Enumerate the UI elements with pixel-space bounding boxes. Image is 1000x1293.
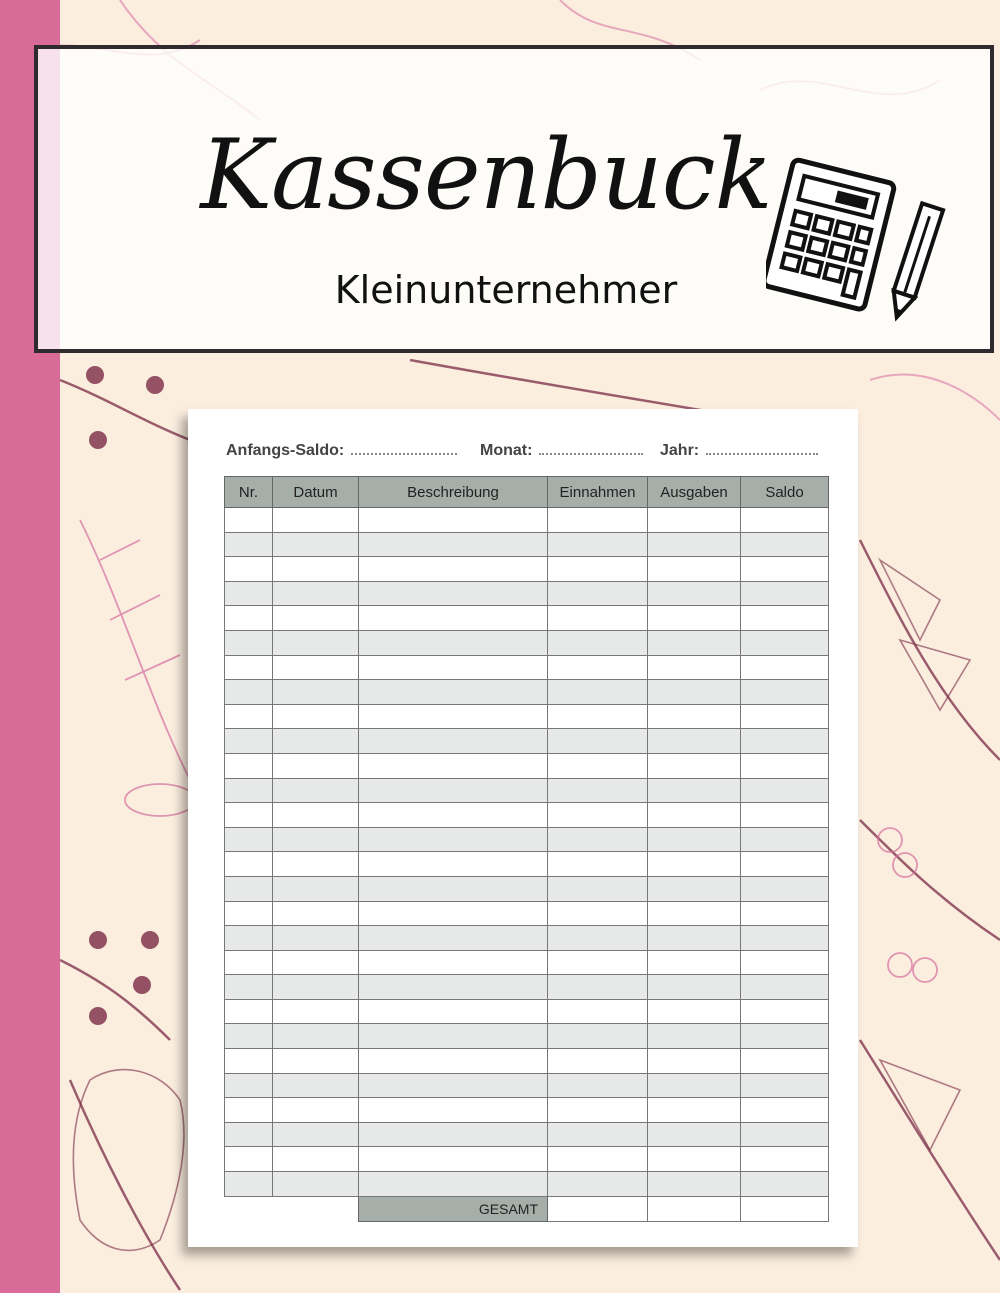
cell-einnahmen[interactable] (548, 630, 648, 655)
total-label: GESAMT (359, 1196, 548, 1221)
cell-beschreibung[interactable] (359, 704, 548, 729)
cell-ausgaben[interactable] (648, 1122, 741, 1147)
cell-saldo[interactable] (741, 606, 829, 631)
cell-beschreibung[interactable] (359, 557, 548, 582)
column-header-saldo: Saldo (741, 477, 829, 508)
cell-einnahmen[interactable] (548, 532, 648, 557)
cell-beschreibung[interactable] (359, 753, 548, 778)
cell-nr[interactable] (225, 827, 273, 852)
cell-beschreibung[interactable] (359, 630, 548, 655)
cell-saldo[interactable] (741, 926, 829, 951)
cell-einnahmen[interactable] (548, 655, 648, 680)
spacer-cell (225, 1196, 273, 1221)
total-saldo-cell[interactable] (741, 1196, 829, 1221)
cell-einnahmen[interactable] (548, 680, 648, 705)
table-row (225, 975, 829, 1000)
cover-subtitle: Kleinunternehmer (334, 268, 678, 312)
cell-datum[interactable] (273, 950, 359, 975)
cell-nr[interactable] (225, 630, 273, 655)
cell-einnahmen[interactable] (548, 729, 648, 754)
cell-beschreibung[interactable] (359, 876, 548, 901)
cell-nr[interactable] (225, 778, 273, 803)
ledger-sheet (188, 409, 858, 1247)
table-row (225, 655, 829, 680)
cell-ausgaben[interactable] (648, 778, 741, 803)
table-row (225, 1024, 829, 1049)
cell-einnahmen[interactable] (548, 901, 648, 926)
cell-einnahmen[interactable] (548, 1147, 648, 1172)
cell-datum[interactable] (273, 581, 359, 606)
cell-einnahmen[interactable] (548, 557, 648, 582)
cell-einnahmen[interactable] (548, 876, 648, 901)
cell-saldo[interactable] (741, 999, 829, 1024)
table-row (225, 704, 829, 729)
field-separator: : (527, 442, 533, 459)
cell-ausgaben[interactable] (648, 1024, 741, 1049)
table-row (225, 778, 829, 803)
cell-saldo[interactable] (741, 1147, 829, 1172)
table-row (225, 999, 829, 1024)
table-row (225, 606, 829, 631)
cell-saldo[interactable] (741, 827, 829, 852)
cell-saldo[interactable] (741, 729, 829, 754)
cell-beschreibung[interactable] (359, 778, 548, 803)
cell-datum[interactable] (273, 655, 359, 680)
cell-datum[interactable] (273, 926, 359, 951)
table-row (225, 852, 829, 877)
cell-datum[interactable] (273, 1049, 359, 1074)
field-separator: : (693, 442, 700, 459)
cell-ausgaben[interactable] (648, 630, 741, 655)
cell-ausgaben[interactable] (648, 950, 741, 975)
spacer-cell (273, 1196, 359, 1221)
total-einnahmen-cell[interactable] (548, 1196, 648, 1221)
cell-beschreibung[interactable] (359, 508, 548, 533)
cell-datum[interactable] (273, 827, 359, 852)
cell-einnahmen[interactable] (548, 581, 648, 606)
cell-ausgaben[interactable] (648, 1147, 741, 1172)
cell-saldo[interactable] (741, 508, 829, 533)
cell-ausgaben[interactable] (648, 581, 741, 606)
cell-nr[interactable] (225, 1098, 273, 1123)
cell-datum[interactable] (273, 876, 359, 901)
field-jahr[interactable] (660, 441, 818, 460)
column-header-ausgaben: Ausgaben (648, 477, 741, 508)
cell-ausgaben[interactable] (648, 704, 741, 729)
table-row (225, 508, 829, 533)
cell-nr[interactable] (225, 803, 273, 828)
table-row (225, 753, 829, 778)
cell-ausgaben[interactable] (648, 606, 741, 631)
input-line[interactable] (351, 441, 457, 455)
cell-saldo[interactable] (741, 803, 829, 828)
cell-einnahmen[interactable] (548, 1098, 648, 1123)
cell-nr[interactable] (225, 926, 273, 951)
cell-datum[interactable] (273, 753, 359, 778)
total-row (225, 1196, 829, 1221)
table-row (225, 926, 829, 951)
cell-datum[interactable] (273, 999, 359, 1024)
column-header-einnahmen: Einnahmen (548, 477, 648, 508)
cell-ausgaben[interactable] (648, 901, 741, 926)
table-row (225, 680, 829, 705)
cell-einnahmen[interactable] (548, 926, 648, 951)
cell-einnahmen[interactable] (548, 606, 648, 631)
field-monat[interactable] (480, 441, 643, 460)
cell-nr[interactable] (225, 901, 273, 926)
field-label: Monat (480, 442, 528, 459)
cell-saldo[interactable] (741, 975, 829, 1000)
cell-beschreibung[interactable] (359, 1073, 548, 1098)
cell-saldo[interactable] (741, 778, 829, 803)
cell-einnahmen[interactable] (548, 1024, 648, 1049)
cell-nr[interactable] (225, 532, 273, 557)
cell-saldo[interactable] (741, 1122, 829, 1147)
cell-datum[interactable] (273, 606, 359, 631)
cell-beschreibung[interactable] (359, 1122, 548, 1147)
cell-ausgaben[interactable] (648, 975, 741, 1000)
total-ausgaben-cell[interactable] (648, 1196, 741, 1221)
cell-einnahmen[interactable] (548, 1172, 648, 1197)
cell-ausgaben[interactable] (648, 852, 741, 877)
table-row (225, 1122, 829, 1147)
cell-ausgaben[interactable] (648, 1073, 741, 1098)
cell-datum[interactable] (273, 1122, 359, 1147)
cell-saldo[interactable] (741, 557, 829, 582)
table-row (225, 729, 829, 754)
cell-nr[interactable] (225, 1049, 273, 1074)
cell-beschreibung[interactable] (359, 999, 548, 1024)
cell-datum[interactable] (273, 1024, 359, 1049)
cell-nr[interactable] (225, 1172, 273, 1197)
cell-nr[interactable] (225, 753, 273, 778)
cell-nr[interactable] (225, 704, 273, 729)
cell-beschreibung[interactable] (359, 975, 548, 1000)
cell-ausgaben[interactable] (648, 926, 741, 951)
cell-nr[interactable] (225, 950, 273, 975)
cell-datum[interactable] (273, 680, 359, 705)
cell-ausgaben[interactable] (648, 729, 741, 754)
field-label: Jahr (660, 442, 694, 459)
table-row (225, 803, 829, 828)
cell-datum[interactable] (273, 901, 359, 926)
cell-einnahmen[interactable] (548, 508, 648, 533)
cell-saldo[interactable] (741, 1024, 829, 1049)
cell-saldo[interactable] (741, 901, 829, 926)
cell-datum[interactable] (273, 557, 359, 582)
cell-datum[interactable] (273, 630, 359, 655)
cell-datum[interactable] (273, 975, 359, 1000)
table-row (225, 1172, 829, 1197)
cell-datum[interactable] (273, 532, 359, 557)
cell-beschreibung[interactable] (359, 950, 548, 975)
cell-saldo[interactable] (741, 753, 829, 778)
table-row (225, 950, 829, 975)
table-row (225, 1098, 829, 1123)
cell-nr[interactable] (225, 655, 273, 680)
cell-nr[interactable] (225, 852, 273, 877)
cell-saldo[interactable] (741, 1073, 829, 1098)
cell-beschreibung[interactable] (359, 655, 548, 680)
cell-ausgaben[interactable] (648, 1098, 741, 1123)
table-row (225, 827, 829, 852)
cell-datum[interactable] (273, 803, 359, 828)
cell-nr[interactable] (225, 999, 273, 1024)
cell-beschreibung[interactable] (359, 827, 548, 852)
cell-beschreibung[interactable] (359, 901, 548, 926)
cell-ausgaben[interactable] (648, 557, 741, 582)
table-row (225, 901, 829, 926)
input-line[interactable] (706, 441, 818, 455)
column-header-datum: Datum (273, 477, 359, 508)
cell-nr[interactable] (225, 680, 273, 705)
input-line[interactable] (539, 441, 643, 455)
cell-ausgaben[interactable] (648, 827, 741, 852)
table-row (225, 557, 829, 582)
cell-ausgaben[interactable] (648, 680, 741, 705)
cell-datum[interactable] (273, 1073, 359, 1098)
cell-nr[interactable] (225, 1147, 273, 1172)
table-row (225, 876, 829, 901)
cell-beschreibung[interactable] (359, 1172, 548, 1197)
cell-datum[interactable] (273, 1172, 359, 1197)
cover-title: Kassenbuck (200, 119, 772, 231)
cell-nr[interactable] (225, 975, 273, 1000)
cell-beschreibung[interactable] (359, 1024, 548, 1049)
cell-einnahmen[interactable] (548, 950, 648, 975)
cell-einnahmen[interactable] (548, 852, 648, 877)
cell-einnahmen[interactable] (548, 975, 648, 1000)
cell-saldo[interactable] (741, 532, 829, 557)
cell-beschreibung[interactable] (359, 606, 548, 631)
cell-datum[interactable] (273, 852, 359, 877)
cell-beschreibung[interactable] (359, 581, 548, 606)
cell-beschreibung[interactable] (359, 1147, 548, 1172)
ledger-table (224, 476, 829, 1222)
column-header-nr: Nr. (225, 477, 273, 508)
table-row (225, 1049, 829, 1074)
cell-saldo[interactable] (741, 852, 829, 877)
cell-ausgaben[interactable] (648, 1049, 741, 1074)
cell-einnahmen[interactable] (548, 1122, 648, 1147)
header-fields (226, 441, 826, 465)
cell-beschreibung[interactable] (359, 1049, 548, 1074)
cell-ausgaben[interactable] (648, 1172, 741, 1197)
cell-nr[interactable] (225, 1122, 273, 1147)
column-header-beschreibung: Beschreibung (359, 477, 548, 508)
field-label: Anfangs-Saldo (226, 442, 339, 459)
cell-einnahmen[interactable] (548, 1073, 648, 1098)
table-row (225, 532, 829, 557)
cell-einnahmen[interactable] (548, 827, 648, 852)
cell-saldo[interactable] (741, 655, 829, 680)
cell-nr[interactable] (225, 876, 273, 901)
cell-nr[interactable] (225, 508, 273, 533)
cell-saldo[interactable] (741, 876, 829, 901)
cell-nr[interactable] (225, 581, 273, 606)
cell-datum[interactable] (273, 1147, 359, 1172)
pencil-icon (880, 196, 950, 326)
cell-ausgaben[interactable] (648, 753, 741, 778)
cell-saldo[interactable] (741, 581, 829, 606)
cell-einnahmen[interactable] (548, 753, 648, 778)
cell-nr[interactable] (225, 606, 273, 631)
cell-einnahmen[interactable] (548, 704, 648, 729)
field-anfangs-saldo[interactable] (226, 441, 457, 460)
cell-beschreibung[interactable] (359, 1098, 548, 1123)
table-row (225, 630, 829, 655)
cell-saldo[interactable] (741, 1049, 829, 1074)
cell-einnahmen[interactable] (548, 803, 648, 828)
cell-saldo[interactable] (741, 704, 829, 729)
cell-saldo[interactable] (741, 1098, 829, 1123)
cell-beschreibung[interactable] (359, 680, 548, 705)
table-row (225, 581, 829, 606)
field-separator: : (338, 442, 345, 459)
cell-beschreibung[interactable] (359, 803, 548, 828)
cell-nr[interactable] (225, 1073, 273, 1098)
cell-beschreibung[interactable] (359, 532, 548, 557)
cell-einnahmen[interactable] (548, 1049, 648, 1074)
cell-ausgaben[interactable] (648, 803, 741, 828)
cell-einnahmen[interactable] (548, 778, 648, 803)
table-row (225, 1073, 829, 1098)
cell-saldo[interactable] (741, 1172, 829, 1197)
cell-datum[interactable] (273, 729, 359, 754)
cell-beschreibung[interactable] (359, 729, 548, 754)
cell-datum[interactable] (273, 778, 359, 803)
cell-nr[interactable] (225, 1024, 273, 1049)
cell-datum[interactable] (273, 704, 359, 729)
cell-saldo[interactable] (741, 630, 829, 655)
cell-beschreibung[interactable] (359, 926, 548, 951)
cell-ausgaben[interactable] (648, 508, 741, 533)
cell-datum[interactable] (273, 1098, 359, 1123)
cell-ausgaben[interactable] (648, 876, 741, 901)
cell-nr[interactable] (225, 557, 273, 582)
table-header (225, 477, 829, 508)
cell-saldo[interactable] (741, 950, 829, 975)
cell-nr[interactable] (225, 729, 273, 754)
cell-saldo[interactable] (741, 680, 829, 705)
cell-beschreibung[interactable] (359, 852, 548, 877)
cell-einnahmen[interactable] (548, 999, 648, 1024)
cell-ausgaben[interactable] (648, 655, 741, 680)
table-row (225, 1147, 829, 1172)
cell-ausgaben[interactable] (648, 532, 741, 557)
cell-ausgaben[interactable] (648, 999, 741, 1024)
ledger-rows (225, 508, 829, 1197)
cell-datum[interactable] (273, 508, 359, 533)
